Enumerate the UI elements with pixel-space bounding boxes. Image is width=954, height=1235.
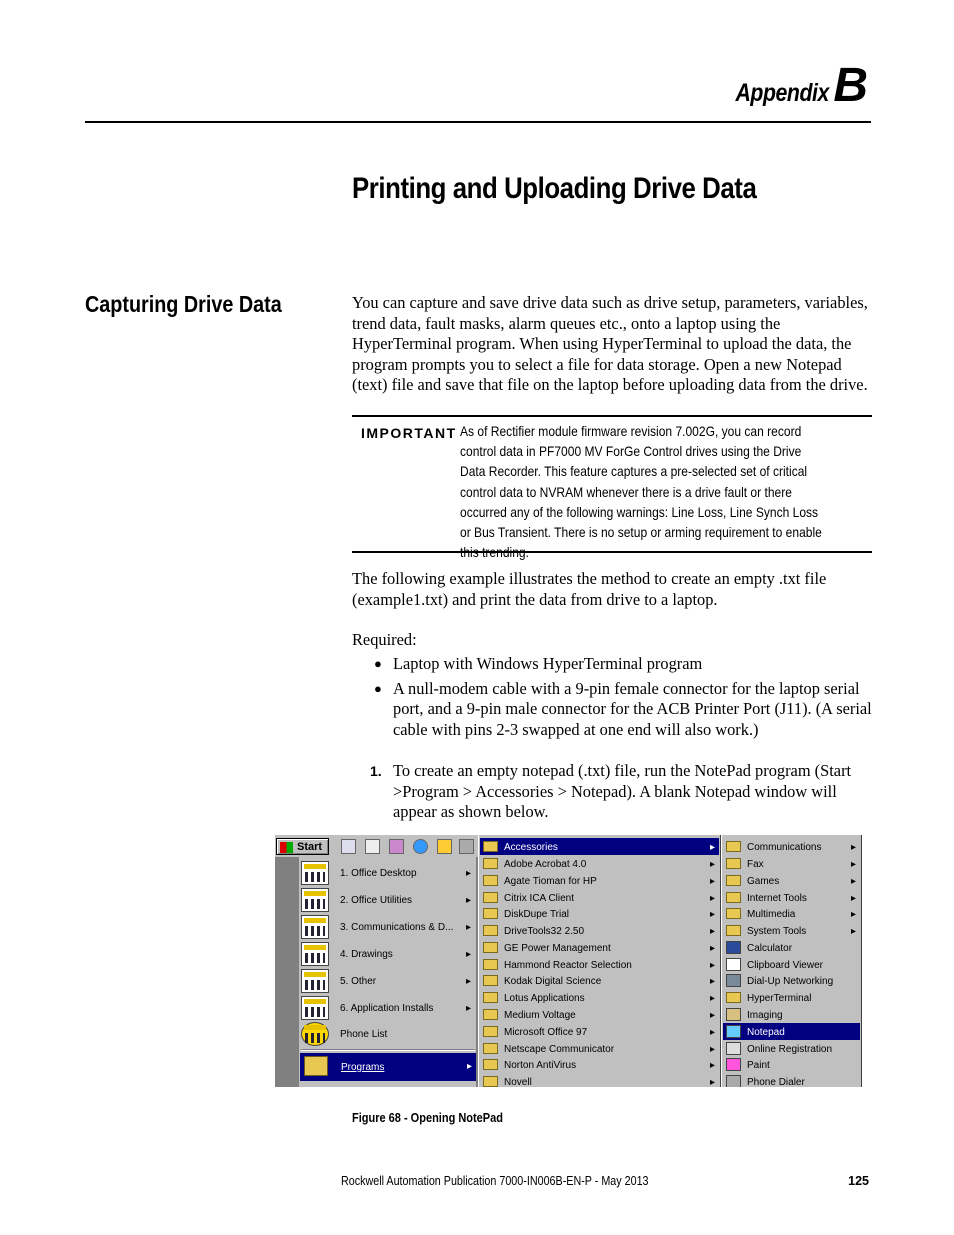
dial-up-icon — [726, 974, 741, 987]
submenu-arrow-icon: ▸ — [465, 1003, 471, 1014]
submenu-arrow-icon: ▸ — [709, 1077, 715, 1087]
submenu-item[interactable] — [480, 855, 719, 872]
submenu-arrow-icon: ▸ — [709, 909, 715, 920]
submenu-arrow-icon: ▸ — [709, 943, 715, 954]
internet-explorer-icon[interactable] — [413, 839, 428, 854]
submenu-arrow-icon: ▸ — [709, 1027, 715, 1038]
important-label: IMPORTANT — [361, 425, 457, 441]
submenu-item[interactable] — [723, 1073, 860, 1087]
submenu-item[interactable] — [480, 989, 719, 1006]
outlook-icon[interactable] — [437, 839, 452, 854]
start-menu-item-label: 3. Communications & D... — [340, 922, 454, 933]
folder-icon — [483, 875, 498, 886]
submenu-arrow-icon: ▸ — [465, 976, 471, 987]
folder-icon — [483, 1026, 498, 1037]
appendix-letter: B — [833, 59, 868, 112]
desktop-icon[interactable] — [341, 839, 356, 854]
example-paragraph: The following example illustrates the method to create an empty .txt file (example1.txt) and print the data from drive to a laptop. — [352, 569, 827, 609]
folder-icon — [726, 992, 741, 1003]
submenu-arrow-icon: ▸ — [850, 842, 856, 853]
submenu-item-label: Internet Tools — [747, 893, 807, 904]
required-list — [352, 654, 877, 744]
submenu-arrow-icon: ▸ — [709, 1010, 715, 1021]
submenu-item-label: Adobe Acrobat 4.0 — [504, 859, 587, 870]
submenu-item[interactable] — [723, 872, 860, 889]
menu-separator — [301, 1049, 475, 1051]
submenu-arrow-icon: ▸ — [850, 876, 856, 887]
programs-folder-icon — [304, 1056, 328, 1076]
submenu-item-label: Phone Dialer — [747, 1077, 805, 1087]
submenu-arrow-icon: ▸ — [709, 893, 715, 904]
start-menu-item[interactable] — [301, 914, 475, 941]
submenu-item-label: DriveTools32 2.50 — [504, 926, 585, 937]
start-menu-banner — [275, 857, 299, 1087]
list-item-text: Laptop with Windows HyperTerminal program — [393, 654, 703, 673]
submenu-item[interactable] — [723, 905, 860, 922]
bullet-icon: ● — [374, 680, 382, 696]
notepad-screenshot — [275, 835, 862, 1087]
accessories-submenu — [721, 835, 862, 1087]
submenu-arrow-icon: ▸ — [709, 926, 715, 937]
tools-icon[interactable] — [459, 839, 474, 854]
submenu-item-label: Medium Voltage — [504, 1010, 576, 1021]
clipboard-icon — [726, 958, 741, 971]
submenu-item[interactable] — [723, 855, 860, 872]
submenu-arrow-icon: ▸ — [850, 859, 856, 870]
start-label: Start — [297, 841, 323, 853]
calculator-icon — [726, 941, 741, 954]
submenu-item[interactable] — [480, 1040, 719, 1057]
submenu-arrow-icon: ▸ — [850, 909, 856, 920]
header-rule — [85, 121, 871, 123]
list-item — [352, 679, 877, 741]
submenu-item-label: Lotus Applications — [504, 993, 585, 1004]
taskbar — [275, 835, 478, 858]
submenu-item-label: Communications — [747, 842, 822, 853]
program-group-icon — [301, 942, 329, 966]
required-label: Required: — [352, 630, 417, 649]
start-menu-item[interactable] — [301, 941, 475, 968]
submenu-item[interactable] — [723, 939, 860, 956]
figure-caption: Figure 68 - Opening NotePad — [352, 1111, 503, 1125]
submenu-arrow-icon: ▸ — [709, 1044, 715, 1055]
submenu-arrow-icon: ▸ — [709, 876, 715, 887]
folder-icon — [483, 992, 498, 1003]
submenu-arrow-icon: ▸ — [850, 893, 856, 904]
folder-icon — [483, 1009, 498, 1020]
appendix-word: Appendix — [735, 79, 830, 107]
programs-submenu — [478, 835, 721, 1087]
submenu-item[interactable] — [480, 1006, 719, 1023]
folder-icon — [483, 908, 498, 919]
submenu-item-accessories[interactable] — [480, 838, 719, 855]
submenu-item[interactable] — [723, 1056, 860, 1073]
phone-dialer-icon — [726, 1075, 741, 1087]
submenu-arrow-icon: ▸ — [709, 859, 715, 870]
submenu-item-label: Multimedia — [747, 909, 796, 920]
step-text: To create an empty notepad (.txt) file, run the NotePad program (Start >Program > Accessories > Notepad). A blank Notepad window will appear as shown below. — [393, 761, 852, 821]
start-menu-item[interactable] — [301, 995, 475, 1022]
submenu-item-label: Netscape Communicator — [504, 1044, 615, 1055]
start-menu-item-label: 6. Application Installs — [340, 1003, 434, 1014]
folder-icon — [726, 892, 741, 903]
submenu-item[interactable] — [723, 838, 860, 855]
submenu-item-label: Games — [747, 876, 780, 887]
submenu-item[interactable] — [480, 889, 719, 906]
submenu-item-label: GE Power Management — [504, 943, 611, 954]
submenu-item[interactable] — [480, 956, 719, 973]
start-menu — [275, 857, 478, 1087]
submenu-arrow-icon: ▸ — [709, 960, 715, 971]
printer-icon[interactable] — [365, 839, 380, 854]
submenu-item[interactable] — [723, 1006, 860, 1023]
folder-icon — [483, 1076, 498, 1087]
important-text: As of Rectifier module firmware revision 7.002G, you can record control data in PF7000 MV ForGe Control drives using the Drive Data Recorder. This feature captures a pre-selected set of critical control data to NVRAM whenever there is a drive fault or there occurred any of the following warnings: Line Loss, Line Synch Loss or Bus Transient. There is no setup or arming requirement to enable this trending. — [460, 423, 822, 561]
submenu-item-label: Accessories — [504, 842, 558, 853]
submenu-item-label: Paint — [747, 1060, 770, 1071]
appendix-heading — [719, 58, 868, 113]
submenu-item-label: DiskDupe Trial — [504, 909, 570, 920]
bullet-icon: ● — [374, 656, 382, 671]
submenu-arrow-icon: ▸ — [709, 993, 715, 1004]
program-group-icon — [301, 996, 329, 1020]
submenu-arrow-icon: ▸ — [850, 926, 856, 937]
important-note — [352, 415, 872, 561]
submenu-item[interactable] — [480, 922, 719, 939]
submenu-item-label: Notepad — [747, 1027, 785, 1038]
submenu-arrow-icon: ▸ — [465, 868, 471, 879]
start-menu-item-label: 4. Drawings — [340, 949, 393, 960]
submenu-item-label: Online Registration — [747, 1044, 833, 1055]
submenu-item-label: Hammond Reactor Selection — [504, 960, 632, 971]
folder-icon — [726, 875, 741, 886]
program-group-icon — [301, 969, 329, 993]
list-item — [352, 654, 877, 675]
submenu-item-label: Fax — [747, 859, 764, 870]
submenu-item[interactable] — [480, 872, 719, 889]
notepad-icon — [726, 1025, 741, 1038]
submenu-item[interactable] — [723, 956, 860, 973]
submenu-item[interactable] — [723, 889, 860, 906]
programs-label: Programs — [341, 1062, 385, 1073]
submenu-arrow-icon: ▸ — [709, 976, 715, 987]
folder-icon — [726, 908, 741, 919]
section-heading: Capturing Drive Data — [85, 291, 282, 317]
folder-icon — [483, 1059, 498, 1070]
step-number: 1. — [370, 763, 382, 779]
submenu-arrow-icon: ▸ — [709, 1060, 715, 1071]
programs-menu-item[interactable] — [300, 1053, 476, 1081]
start-button[interactable] — [276, 838, 329, 855]
folder-icon — [483, 892, 498, 903]
footer-publication: Rockwell Automation Publication 7000-IN006B-EN-P - May 2013 — [341, 1174, 649, 1188]
start-menu-item[interactable] — [301, 968, 475, 995]
page-title: Printing and Uploading Drive Data — [352, 172, 757, 205]
submenu-item[interactable] — [723, 922, 860, 939]
folder-icon — [726, 858, 741, 869]
submenu-item[interactable] — [480, 939, 719, 956]
folder-icon — [483, 925, 498, 936]
folder-icon — [726, 925, 741, 936]
list-item-text: A null-modem cable with a 9-pin female connector for the laptop serial port, and a 9-pin male connector for the ACB Printer Port (J11). (A serial cable with pins 2-3 swapped at one end will also work.) — [393, 678, 872, 739]
submenu-item[interactable] — [723, 972, 860, 989]
start-menu-item-label: Phone List — [340, 1029, 388, 1040]
submenu-item[interactable] — [480, 1073, 719, 1087]
submenu-arrow-icon: ▸ — [465, 895, 471, 906]
submenu-item-label: Norton AntiVirus — [504, 1060, 577, 1071]
submenu-item-label: Calculator — [747, 943, 793, 954]
submenu-arrow-icon: ▸ — [465, 949, 471, 960]
step-1 — [352, 761, 877, 823]
network-icon[interactable] — [389, 839, 404, 854]
paint-icon — [726, 1058, 741, 1071]
submenu-item-label: Microsoft Office 97 — [504, 1027, 588, 1038]
folder-icon — [483, 959, 498, 970]
submenu-item-label: Citrix ICA Client — [504, 893, 575, 904]
start-menu-item-label: 2. Office Utilities — [340, 895, 413, 906]
submenu-item-label: HyperTerminal — [747, 993, 812, 1004]
submenu-item-label: Dial-Up Networking — [747, 976, 834, 987]
folder-icon — [483, 841, 498, 852]
start-menu-item[interactable] — [301, 860, 475, 887]
start-menu-item-label: 1. Office Desktop — [340, 868, 417, 879]
program-group-icon — [301, 915, 329, 939]
imaging-icon — [726, 1008, 741, 1021]
submenu-item[interactable] — [723, 1040, 860, 1057]
submenu-item-label: System Tools — [747, 926, 807, 937]
submenu-item-label: Novell — [504, 1077, 532, 1087]
submenu-item[interactable] — [480, 1056, 719, 1073]
folder-icon — [483, 942, 498, 953]
phone-icon — [301, 1022, 329, 1046]
intro-paragraph: You can capture and save drive data such as drive setup, parameters, variables, trend data, fault masks, alarm queues etc., onto a laptop using the HyperTerminal program. When using HyperTerminal to upload the data, the program prompts you to select a file for data storage. Open a new Notepad (text) file and save that file on the laptop before uploading data from the drive. — [352, 293, 868, 394]
start-menu-item-label: 5. Other — [340, 976, 377, 987]
program-group-icon — [301, 888, 329, 912]
submenu-item[interactable] — [723, 989, 860, 1006]
submenu-item[interactable] — [480, 1023, 719, 1040]
folder-icon — [483, 1043, 498, 1054]
submenu-item[interactable] — [480, 905, 719, 922]
submenu-item-label: Imaging — [747, 1010, 783, 1021]
registration-icon — [726, 1042, 741, 1055]
submenu-item-label: Clipboard Viewer — [747, 960, 823, 971]
folder-icon — [483, 975, 498, 986]
start-menu-item[interactable] — [301, 887, 475, 914]
page-number: 125 — [848, 1174, 869, 1188]
folder-icon — [483, 858, 498, 869]
submenu-arrow-icon: ▸ — [465, 922, 471, 933]
submenu-item-label: Kodak Digital Science — [504, 976, 602, 987]
program-group-icon — [301, 861, 329, 885]
folder-icon — [726, 841, 741, 852]
submenu-arrow-icon: ▸ — [709, 842, 715, 853]
submenu-item-notepad[interactable] — [723, 1023, 860, 1040]
windows-logo-icon — [280, 842, 293, 853]
submenu-item[interactable] — [480, 972, 719, 989]
submenu-arrow-icon: ▸ — [466, 1061, 472, 1072]
submenu-item-label: Agate Tioman for HP — [504, 876, 597, 887]
start-menu-item[interactable] — [301, 1021, 475, 1048]
